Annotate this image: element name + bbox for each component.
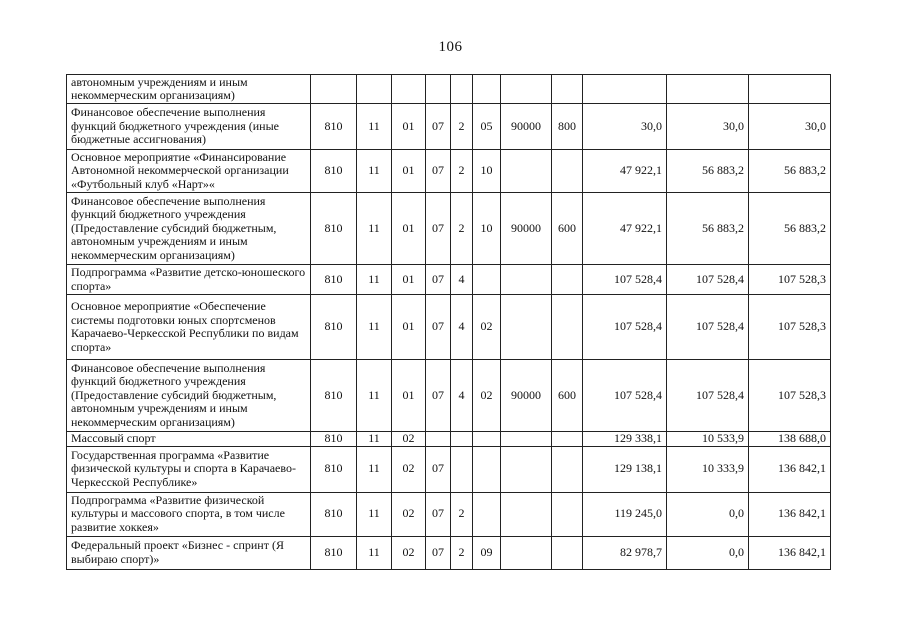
- item-name-cell: Массовый спорт: [67, 432, 311, 447]
- amount-year-1-cell: 30,0: [583, 104, 667, 150]
- program-cell: [426, 432, 451, 447]
- amount-year-1-cell: [583, 75, 667, 104]
- direction-cell: [501, 492, 552, 536]
- kbk-code-cell: 810: [311, 536, 357, 569]
- event-cell: 05: [473, 104, 501, 150]
- table-row: [67, 536, 831, 569]
- direction-cell: [501, 536, 552, 569]
- program-cell: 07: [426, 492, 451, 536]
- event-cell: 10: [473, 193, 501, 265]
- table-row: [67, 446, 831, 492]
- amount-year-3-cell: 136 842,1: [749, 492, 831, 536]
- direction-cell: [501, 75, 552, 104]
- table-row: [67, 150, 831, 193]
- subsection-cell: 02: [392, 432, 426, 447]
- amount-year-1-cell: 107 528,4: [583, 295, 667, 360]
- subprogram-cell: 2: [451, 104, 473, 150]
- event-cell: [473, 75, 501, 104]
- table-row: [67, 360, 831, 432]
- amount-year-3-cell: 107 528,3: [749, 295, 831, 360]
- section-cell: 11: [357, 265, 392, 295]
- kbk-code-cell: 810: [311, 492, 357, 536]
- item-name-cell: Подпрограмма «Развитие детско-юношеского спорта»: [67, 265, 311, 295]
- subprogram-cell: 2: [451, 150, 473, 193]
- table-row: [67, 492, 831, 536]
- kbk-code-cell: 810: [311, 446, 357, 492]
- program-cell: 07: [426, 295, 451, 360]
- amount-year-1-cell: 107 528,4: [583, 265, 667, 295]
- amount-year-1-cell: 82 978,7: [583, 536, 667, 569]
- amount-year-2-cell: 107 528,4: [667, 295, 749, 360]
- item-name-cell: Федеральный проект «Бизнес - спринт (Я выбираю спорт)»: [67, 536, 311, 569]
- amount-year-1-cell: 119 245,0: [583, 492, 667, 536]
- direction-cell: [501, 265, 552, 295]
- event-cell: [473, 432, 501, 447]
- event-cell: 02: [473, 295, 501, 360]
- section-cell: 11: [357, 295, 392, 360]
- subsection-cell: 02: [392, 492, 426, 536]
- kbk-code-cell: [311, 75, 357, 104]
- direction-cell: [501, 150, 552, 193]
- amount-year-3-cell: 136 842,1: [749, 536, 831, 569]
- subprogram-cell: 4: [451, 265, 473, 295]
- expense-type-cell: [552, 150, 583, 193]
- section-cell: 11: [357, 193, 392, 265]
- kbk-code-cell: 810: [311, 432, 357, 447]
- subsection-cell: [392, 75, 426, 104]
- program-cell: 07: [426, 193, 451, 265]
- amount-year-3-cell: 107 528,3: [749, 360, 831, 432]
- kbk-code-cell: 810: [311, 360, 357, 432]
- direction-cell: [501, 432, 552, 447]
- item-name-cell: Основное мероприятие «Обеспечение системы подготовки юных спортсменов Карачаево-Черкесской Республики по видам спорта»: [67, 295, 311, 360]
- event-cell: [473, 492, 501, 536]
- subprogram-cell: 4: [451, 360, 473, 432]
- direction-cell: 90000: [501, 360, 552, 432]
- event-cell: [473, 265, 501, 295]
- item-name-cell: автономным учреждениям и иным некоммерческим организациям): [67, 75, 311, 104]
- subsection-cell: 01: [392, 150, 426, 193]
- direction-cell: 90000: [501, 104, 552, 150]
- amount-year-1-cell: 47 922,1: [583, 150, 667, 193]
- item-name-cell: Финансовое обеспечение выполнения функций бюджетного учреждения (Предоставление субсидий бюджетным, автономным учреждениям и иным некоммерческим организациям): [67, 193, 311, 265]
- section-cell: 11: [357, 104, 392, 150]
- subprogram-cell: 2: [451, 536, 473, 569]
- section-cell: 11: [357, 446, 392, 492]
- amount-year-2-cell: [667, 75, 749, 104]
- program-cell: 07: [426, 265, 451, 295]
- page-number: 106: [438, 39, 463, 55]
- subsection-cell: 01: [392, 265, 426, 295]
- amount-year-3-cell: [749, 75, 831, 104]
- amount-year-1-cell: 107 528,4: [583, 360, 667, 432]
- table-row: [67, 295, 831, 360]
- table-body: [67, 75, 831, 570]
- subprogram-cell: [451, 446, 473, 492]
- subprogram-cell: [451, 432, 473, 447]
- expense-type-cell: [552, 446, 583, 492]
- direction-cell: [501, 446, 552, 492]
- table-row: [67, 193, 831, 265]
- amount-year-2-cell: 10 333,9: [667, 446, 749, 492]
- table-row: [67, 265, 831, 295]
- program-cell: 07: [426, 360, 451, 432]
- amount-year-3-cell: 56 883,2: [749, 193, 831, 265]
- subsection-cell: 02: [392, 446, 426, 492]
- section-cell: 11: [357, 150, 392, 193]
- amount-year-3-cell: 136 842,1: [749, 446, 831, 492]
- direction-cell: [501, 295, 552, 360]
- expense-type-cell: [552, 265, 583, 295]
- expense-type-cell: 800: [552, 104, 583, 150]
- table-row: [67, 75, 831, 104]
- item-name-cell: Финансовое обеспечение выполнения функций бюджетного учреждения (иные бюджетные ассигнования): [67, 104, 311, 150]
- amount-year-1-cell: 47 922,1: [583, 193, 667, 265]
- item-name-cell: Государственная программа «Развитие физической культуры и спорта в Карачаево-Черкесской Республике»: [67, 446, 311, 492]
- amount-year-2-cell: 10 533,9: [667, 432, 749, 447]
- section-cell: [357, 75, 392, 104]
- section-cell: 11: [357, 360, 392, 432]
- program-cell: 07: [426, 104, 451, 150]
- kbk-code-cell: 810: [311, 193, 357, 265]
- subsection-cell: 02: [392, 536, 426, 569]
- subprogram-cell: [451, 75, 473, 104]
- amount-year-2-cell: 30,0: [667, 104, 749, 150]
- section-cell: 11: [357, 536, 392, 569]
- program-cell: 07: [426, 446, 451, 492]
- section-cell: 11: [357, 432, 392, 447]
- subprogram-cell: 2: [451, 193, 473, 265]
- subsection-cell: 01: [392, 360, 426, 432]
- amount-year-3-cell: 56 883,2: [749, 150, 831, 193]
- event-cell: 02: [473, 360, 501, 432]
- budget-table: [66, 74, 831, 570]
- amount-year-2-cell: 107 528,4: [667, 265, 749, 295]
- subsection-cell: 01: [392, 295, 426, 360]
- event-cell: [473, 446, 501, 492]
- amount-year-1-cell: 129 338,1: [583, 432, 667, 447]
- amount-year-2-cell: 107 528,4: [667, 360, 749, 432]
- table-row: [67, 432, 831, 447]
- kbk-code-cell: 810: [311, 104, 357, 150]
- expense-type-cell: [552, 432, 583, 447]
- kbk-code-cell: 810: [311, 150, 357, 193]
- amount-year-1-cell: 129 138,1: [583, 446, 667, 492]
- expense-type-cell: 600: [552, 193, 583, 265]
- amount-year-3-cell: 138 688,0: [749, 432, 831, 447]
- kbk-code-cell: 810: [311, 265, 357, 295]
- program-cell: 07: [426, 536, 451, 569]
- item-name-cell: Подпрограмма «Развитие физической культуры и массового спорта, в том числе развитие хоккея»: [67, 492, 311, 536]
- amount-year-2-cell: 56 883,2: [667, 193, 749, 265]
- expense-type-cell: [552, 295, 583, 360]
- amount-year-2-cell: 0,0: [667, 536, 749, 569]
- expense-type-cell: [552, 75, 583, 104]
- item-name-cell: Основное мероприятие «Финансирование Автономной некоммерческой организации «Футбольный клуб «Нарт»«: [67, 150, 311, 193]
- kbk-code-cell: 810: [311, 295, 357, 360]
- amount-year-3-cell: 30,0: [749, 104, 831, 150]
- expense-type-cell: [552, 492, 583, 536]
- expense-type-cell: 600: [552, 360, 583, 432]
- subsection-cell: 01: [392, 104, 426, 150]
- direction-cell: 90000: [501, 193, 552, 265]
- subprogram-cell: 4: [451, 295, 473, 360]
- event-cell: 09: [473, 536, 501, 569]
- amount-year-3-cell: 107 528,3: [749, 265, 831, 295]
- subprogram-cell: 2: [451, 492, 473, 536]
- section-cell: 11: [357, 492, 392, 536]
- item-name-cell: Финансовое обеспечение выполнения функций бюджетного учреждения (Предоставление субсидий бюджетным, автономным учреждениям и иным некоммерческим организациям): [67, 360, 311, 432]
- expense-type-cell: [552, 536, 583, 569]
- table-row: [67, 104, 831, 150]
- event-cell: 10: [473, 150, 501, 193]
- program-cell: [426, 75, 451, 104]
- amount-year-2-cell: 56 883,2: [667, 150, 749, 193]
- program-cell: 07: [426, 150, 451, 193]
- subsection-cell: 01: [392, 193, 426, 265]
- amount-year-2-cell: 0,0: [667, 492, 749, 536]
